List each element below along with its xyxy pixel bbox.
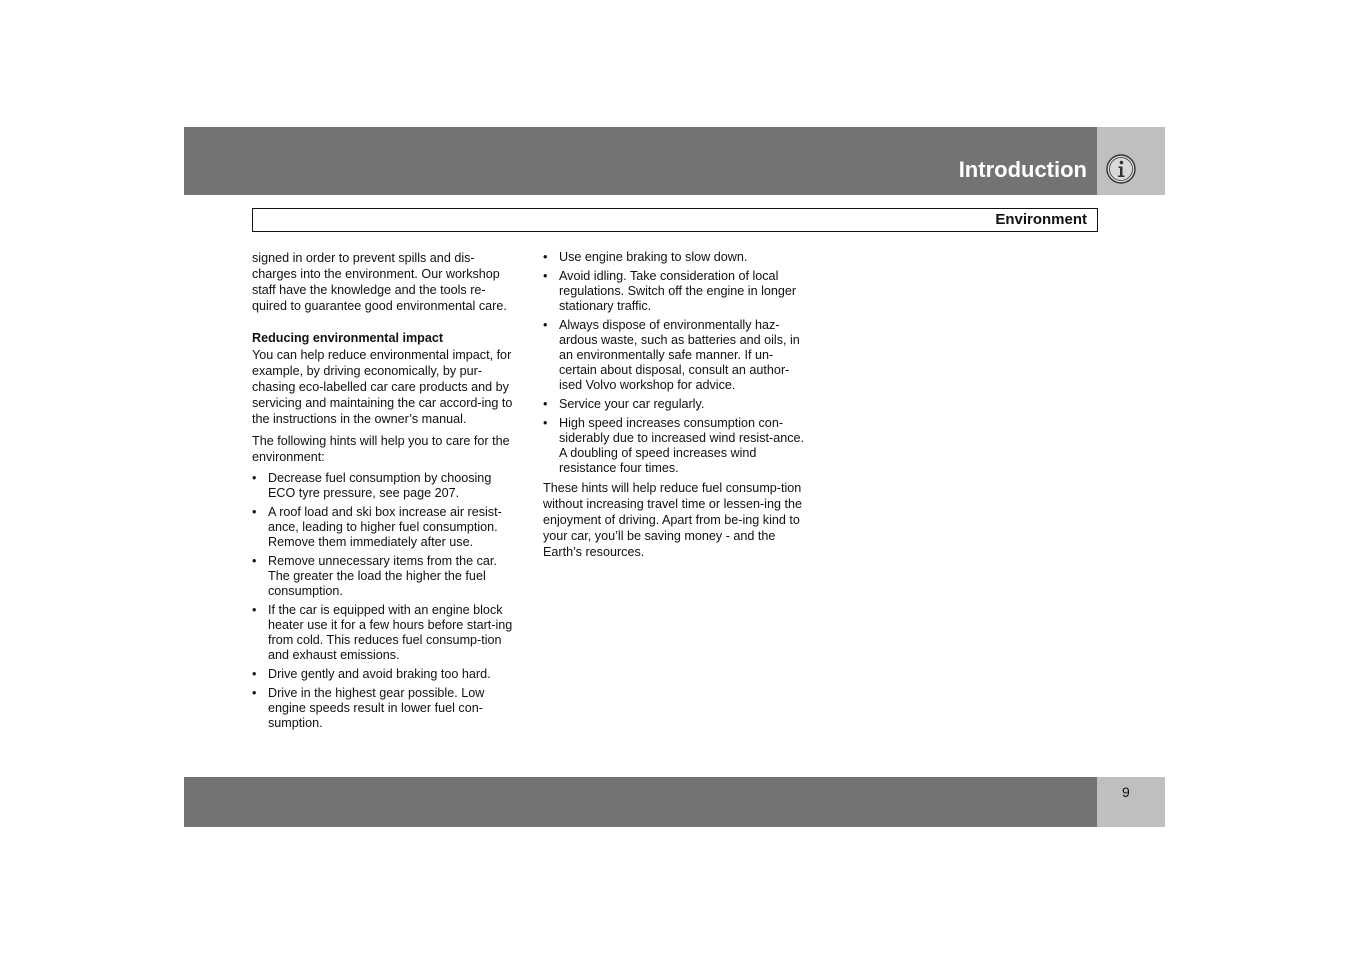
list-item [252, 554, 517, 599]
chapter-title: Introduction [958, 157, 1087, 182]
section-header [252, 208, 1098, 232]
bullet-icon: • [252, 603, 257, 617]
list-item [543, 318, 806, 393]
bullet-icon: • [543, 318, 548, 332]
info-icon [1106, 154, 1136, 184]
list-item [252, 471, 517, 501]
page-number: 9 [1122, 784, 1130, 800]
bullet-icon: • [543, 250, 548, 264]
list-item-text: Use engine braking to slow down. [559, 250, 748, 264]
hint-list [252, 471, 517, 731]
bullet-icon: • [543, 269, 548, 283]
list-item [543, 250, 806, 265]
list-item [543, 397, 806, 412]
list-item-text: A roof load and ski box increase air resist-ance, leading to higher fuel consumption. Remove them immediately after use. [268, 505, 502, 549]
list-item [543, 416, 806, 476]
intro-paragraph: signed in order to prevent spills and dis-charges into the environment. Our workshop staff have the knowledge and the tools re-quired to guarantee good environmental care. [252, 251, 507, 313]
list-item-text: If the car is equipped with an engine block heater use it for a few hours before start-ing from cold. This reduces fuel consump-tion and exhaust emissions. [268, 603, 513, 662]
bullet-icon: • [543, 397, 548, 411]
list-item-text: Drive in the highest gear possible. Low engine speeds result in lower fuel con-sumption. [268, 686, 485, 730]
subheading: Reducing environmental impact [252, 331, 444, 345]
body-paragraph: The following hints will help you to care for the environment: [252, 434, 510, 464]
closing-paragraph: These hints will help reduce fuel consump-tion without increasing travel time or lessen-ing the enjoyment of driving. Apart from be-ing kind to your car, you’ll be saving money - and the Earth’s resources. [543, 481, 802, 559]
bullet-icon: • [252, 471, 257, 485]
bullet-icon: • [252, 686, 257, 700]
bullet-icon: • [543, 416, 548, 430]
text-column-left [252, 250, 517, 735]
hint-list [543, 250, 806, 476]
body-paragraph: You can help reduce environmental impact, for example, by driving economically, by pur-chasing eco-labelled car care products and by servicing and maintaining the car accord-ing to the instructions in the owner’s manual. [252, 348, 513, 426]
list-item-text: High speed increases consumption con-siderably due to increased wind resist-ance. A doubling of speed increases wind resistance four times. [559, 416, 805, 475]
header-band [184, 127, 1097, 195]
bullet-icon: • [252, 505, 257, 519]
list-item-text: Drive gently and avoid braking too hard. [268, 667, 491, 681]
bullet-icon: • [252, 667, 257, 681]
list-item-text: Service your car regularly. [559, 397, 705, 411]
list-item-text: Remove unnecessary items from the car. The greater the load the higher the fuel consumption. [268, 554, 497, 598]
list-item [252, 505, 517, 550]
list-item [543, 269, 806, 314]
footer-page-panel [1097, 777, 1165, 827]
text-column-right [543, 250, 806, 566]
list-item [252, 603, 517, 663]
footer-band [184, 777, 1097, 827]
section-title: Environment [995, 211, 1087, 228]
bullet-icon: • [252, 554, 257, 568]
list-item-text: Always dispose of environmentally haz-ardous waste, such as batteries and oils, in an environmentally safe manner. If un-certain about disposal, consult an author-ised Volvo workshop for advice. [559, 318, 800, 392]
list-item [252, 686, 517, 731]
list-item-text: Decrease fuel consumption by choosing ECO tyre pressure, see page 207. [268, 471, 492, 500]
header-icon-panel [1097, 127, 1165, 195]
list-item [252, 667, 517, 682]
list-item-text: Avoid idling. Take consideration of local regulations. Switch off the engine in longer stationary traffic. [559, 269, 797, 313]
